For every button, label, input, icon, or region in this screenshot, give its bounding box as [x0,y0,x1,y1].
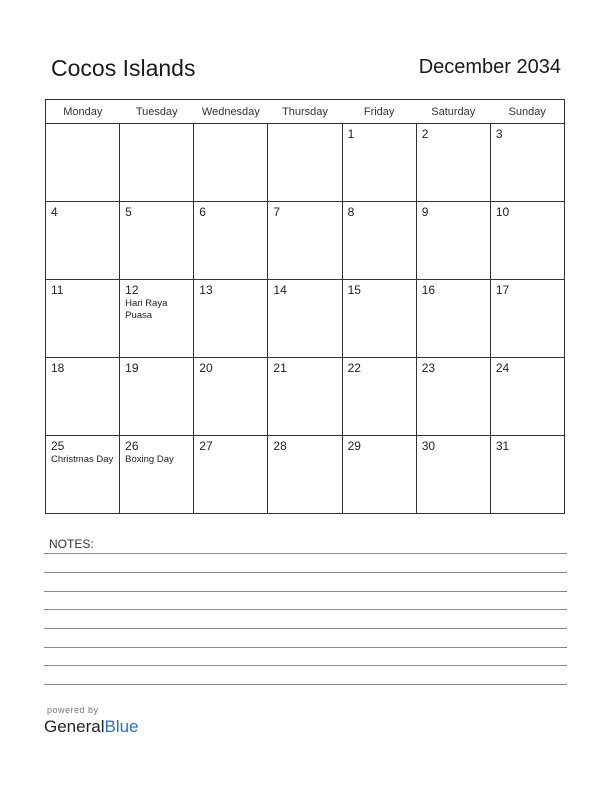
notes-line [44,609,567,610]
calendar-empty-cell [194,124,268,202]
calendar-day-cell [194,202,268,280]
calendar-day-cell [416,358,490,436]
calendar-week-row [46,436,565,514]
calendar-day-cell [268,202,342,280]
day-number: 19 [125,361,139,375]
brand-blue: Blue [104,717,139,736]
day-number: 31 [495,439,510,453]
day-number: 14 [273,283,287,297]
day-number [46,124,119,127]
day-number: 24 [495,361,510,375]
calendar-week-row [46,202,565,280]
day-number: 21 [273,361,287,375]
calendar-country-title: Cocos Islands [51,55,196,81]
day-number: 16 [421,283,436,297]
day-number: 12 [125,283,139,297]
day-number: 11 [51,283,64,297]
notes-label: NOTES: [49,537,94,551]
powered-by-text: powered by [47,705,99,715]
calendar-day-cell [120,436,194,514]
generalblue-logo [44,717,139,737]
notes-line [44,591,567,592]
calendar-week-row [46,358,565,436]
calendar-empty-cell [46,124,120,202]
calendar-week-row [46,124,565,202]
day-number: 26 [125,439,139,453]
notes-line [44,553,567,554]
day-number: 30 [421,439,436,453]
calendar-empty-cell [268,124,342,202]
calendar-day-cell [416,124,490,202]
calendar-day-cell [120,202,194,280]
calendar-day-cell [416,202,490,280]
calendar-day-cell [490,202,564,280]
calendar-day-cell [342,358,416,436]
calendar-day-cell [46,280,120,358]
day-number: 1 [347,127,355,141]
weekday-header: Thursday [268,100,342,124]
calendar-day-cell [342,202,416,280]
calendar-day-cell [490,358,564,436]
day-number: 25 [51,439,65,453]
weekday-header: Friday [342,100,416,124]
brand-general: General [44,717,105,736]
notes-line [44,684,567,685]
day-number: 18 [51,361,65,375]
calendar-day-cell [342,436,416,514]
calendar-day-cell [490,280,564,358]
calendar-empty-cell [120,124,194,202]
day-number: 23 [421,361,436,375]
day-number: 22 [347,361,361,375]
day-number: 8 [347,205,355,219]
holiday-label: Christmas Day [51,454,114,465]
calendar-day-cell [416,280,490,358]
calendar-day-cell [120,280,194,358]
day-number: 10 [495,205,510,219]
calendar-day-cell [46,202,120,280]
day-number: 15 [347,283,361,297]
day-number [194,124,267,127]
calendar-day-cell [268,436,342,514]
calendar-day-cell [342,124,416,202]
calendar-day-cell [194,358,268,436]
calendar-day-cell [342,280,416,358]
day-number: 5 [125,205,132,219]
day-number: 2 [421,127,429,141]
day-number: 29 [347,439,361,453]
weekday-header: Tuesday [120,100,194,124]
holiday-label: Hari Raya Puasa [125,298,168,321]
day-number: 20 [199,361,213,375]
day-number [120,124,193,127]
calendar-day-cell [194,280,268,358]
notes-line [44,572,567,573]
day-number: 13 [199,283,213,297]
day-number: 27 [199,439,213,453]
day-number: 7 [273,205,281,219]
calendar-day-cell [46,358,120,436]
calendar-day-cell [194,436,268,514]
notes-line [44,628,567,629]
calendar-week-row [46,280,565,358]
calendar-day-cell [46,436,120,514]
calendar-grid [45,99,565,514]
day-number [268,124,341,127]
notes-line [44,665,567,666]
day-number: 4 [51,205,58,219]
calendar-day-cell [120,358,194,436]
calendar-day-cell [416,436,490,514]
day-number: 28 [273,439,287,453]
day-number: 9 [421,205,429,219]
weekday-header: Sunday [490,100,564,124]
calendar-day-cell [268,358,342,436]
weekday-header: Wednesday [194,100,268,124]
weekday-header: Saturday [416,100,490,124]
weekday-header-row [46,100,565,124]
notes-line [44,647,567,648]
holiday-label: Boxing Day [125,454,174,465]
calendar-day-cell [490,124,564,202]
day-number: 6 [199,205,206,219]
weekday-header: Monday [46,100,120,124]
day-number: 17 [495,283,510,297]
day-number: 3 [495,127,503,141]
calendar-day-cell [490,436,564,514]
calendar-month-title: December 2034 [418,56,561,78]
calendar-day-cell [268,280,342,358]
